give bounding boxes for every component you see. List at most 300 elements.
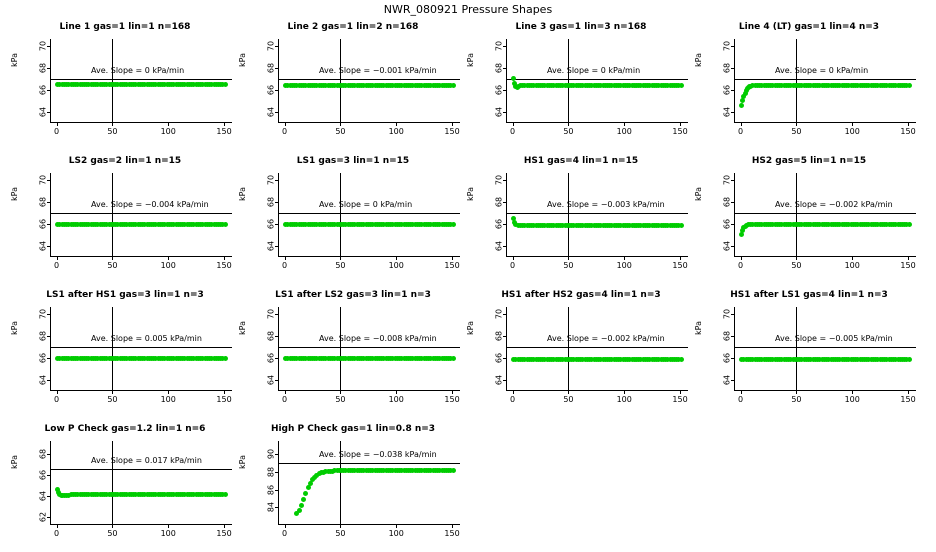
- x-tick-mark: [908, 122, 909, 126]
- data-point: [223, 356, 228, 361]
- plot-area: [494, 173, 688, 270]
- x-tick-label: 100: [388, 127, 404, 136]
- y-tick-label: 90: [266, 449, 276, 460]
- x-tick-label: 0: [738, 261, 744, 270]
- x-tick-label: 50: [335, 127, 346, 136]
- x-tick-label: 50: [791, 395, 802, 404]
- y-tick-label: 64: [722, 240, 732, 252]
- y-tick-label: 66: [722, 218, 732, 229]
- x-tick-mark: [568, 256, 569, 260]
- y-tick-label: 70: [494, 40, 504, 51]
- y-tick-mark: [503, 336, 507, 337]
- reference-hline: [279, 79, 460, 80]
- y-tick-mark: [275, 358, 279, 359]
- x-tick-mark: [852, 122, 853, 126]
- x-tick-label: 0: [54, 395, 60, 404]
- chart-panel: [692, 156, 926, 284]
- slope-annotation: Ave. Slope = 0.005 kPa/min: [91, 333, 202, 343]
- x-tick-mark: [513, 256, 514, 260]
- reference-hline: [735, 213, 916, 214]
- y-tick-label: 68: [266, 330, 276, 341]
- data-point: [303, 491, 308, 496]
- x-tick-label: 0: [738, 395, 744, 404]
- x-tick-mark: [624, 256, 625, 260]
- x-tick-label: 0: [282, 395, 288, 404]
- slope-annotation: Ave. Slope = 0 kPa/min: [775, 65, 869, 75]
- reference-hline: [735, 79, 916, 80]
- x-tick-label: 100: [844, 261, 860, 270]
- x-tick-label: 100: [844, 395, 860, 404]
- x-tick-label: 100: [160, 395, 176, 404]
- x-tick-mark: [568, 390, 569, 394]
- reference-hline: [279, 347, 460, 348]
- y-tick-label: 64: [38, 374, 48, 386]
- data-point: [907, 222, 912, 227]
- y-tick-mark: [47, 180, 51, 181]
- slope-annotation: Ave. Slope = −0.002 kPa/min: [547, 333, 665, 343]
- x-tick-mark: [285, 122, 286, 126]
- x-tick-mark: [57, 256, 58, 260]
- x-tick-label: 50: [563, 261, 574, 270]
- x-tick-label: 100: [160, 261, 176, 270]
- x-tick-label: 50: [563, 395, 574, 404]
- y-axis-label: kPa: [466, 321, 475, 335]
- y-tick-mark: [731, 112, 735, 113]
- panel-title: High P Check gas=1 lin=0.8 n=3: [270, 424, 436, 434]
- y-tick-label: 86: [266, 484, 276, 495]
- reference-vline: [340, 173, 341, 256]
- x-tick-mark: [112, 390, 113, 394]
- reference-hline: [279, 213, 460, 214]
- data-point: [739, 232, 744, 237]
- x-tick-mark: [852, 256, 853, 260]
- y-tick-label: 64: [38, 106, 48, 118]
- y-tick-label: 70: [38, 308, 48, 319]
- y-tick-label: 68: [38, 448, 48, 459]
- y-tick-mark: [731, 380, 735, 381]
- y-tick-mark: [503, 380, 507, 381]
- data-point: [223, 82, 228, 87]
- chart-panel: [692, 22, 926, 150]
- chart-panel: [464, 156, 698, 284]
- data-point: [451, 356, 456, 361]
- reference-hline: [507, 347, 688, 348]
- y-tick-mark: [47, 90, 51, 91]
- y-axis-label: kPa: [238, 455, 247, 469]
- y-axis-label: kPa: [466, 53, 475, 67]
- y-tick-label: 66: [266, 218, 276, 229]
- x-tick-mark: [112, 122, 113, 126]
- x-tick-mark: [224, 122, 225, 126]
- x-tick-mark: [340, 390, 341, 394]
- y-tick-mark: [47, 475, 51, 476]
- y-tick-label: 70: [266, 174, 276, 185]
- data-point: [223, 492, 228, 497]
- x-tick-label: 0: [282, 529, 288, 538]
- x-tick-mark: [396, 524, 397, 528]
- y-tick-mark: [503, 202, 507, 203]
- y-tick-label: 66: [38, 469, 48, 480]
- y-tick-mark: [731, 90, 735, 91]
- plot-area: [266, 441, 460, 538]
- data-point: [740, 98, 745, 103]
- x-tick-label: 0: [510, 127, 516, 136]
- chart-panel: [8, 424, 242, 552]
- y-tick-mark: [47, 517, 51, 518]
- x-tick-mark: [285, 524, 286, 528]
- x-tick-mark: [796, 390, 797, 394]
- x-tick-label: 50: [107, 529, 118, 538]
- data-point: [451, 222, 456, 227]
- slope-annotation: Ave. Slope = −0.005 kPa/min: [775, 333, 893, 343]
- y-tick-mark: [275, 46, 279, 47]
- x-tick-label: 0: [54, 261, 60, 270]
- slope-annotation: Ave. Slope = 0 kPa/min: [91, 65, 185, 75]
- y-tick-label: 70: [494, 174, 504, 185]
- x-tick-mark: [168, 256, 169, 260]
- data-point: [679, 357, 684, 362]
- x-tick-mark: [680, 390, 681, 394]
- x-tick-label: 100: [616, 261, 632, 270]
- y-tick-label: 66: [266, 84, 276, 95]
- y-tick-label: 66: [494, 352, 504, 363]
- plot-area: [38, 307, 232, 404]
- x-tick-label: 150: [900, 127, 916, 136]
- chart-panel: [236, 290, 470, 418]
- y-tick-mark: [503, 68, 507, 69]
- y-tick-mark: [503, 224, 507, 225]
- y-tick-mark: [47, 496, 51, 497]
- reference-vline: [112, 173, 113, 256]
- y-tick-label: 68: [494, 330, 504, 341]
- y-tick-mark: [275, 246, 279, 247]
- x-tick-mark: [224, 524, 225, 528]
- y-tick-label: 68: [722, 62, 732, 73]
- x-tick-label: 0: [282, 127, 288, 136]
- y-tick-label: 64: [38, 240, 48, 252]
- chart-panel: [464, 22, 698, 150]
- y-tick-mark: [503, 246, 507, 247]
- chart-panel: [236, 424, 470, 552]
- y-tick-mark: [503, 112, 507, 113]
- reference-vline: [340, 307, 341, 390]
- y-tick-label: 64: [494, 374, 504, 386]
- reference-vline: [796, 307, 797, 390]
- x-tick-label: 0: [282, 261, 288, 270]
- plot-area: [266, 307, 460, 404]
- y-tick-label: 68: [38, 330, 48, 341]
- y-tick-mark: [731, 180, 735, 181]
- plot-area: [494, 39, 688, 136]
- x-tick-mark: [168, 390, 169, 394]
- x-tick-mark: [57, 122, 58, 126]
- y-axis-label: kPa: [694, 187, 703, 201]
- data-point: [299, 503, 304, 508]
- chart-panel: [8, 22, 242, 150]
- x-tick-mark: [680, 256, 681, 260]
- y-tick-label: 62: [38, 511, 48, 522]
- y-axis-label: kPa: [10, 187, 19, 201]
- chart-panel: [692, 290, 926, 418]
- y-tick-label: 68: [38, 62, 48, 73]
- panel-title: HS1 after LS1 gas=4 lin=1 n=3: [730, 290, 888, 300]
- y-tick-label: 64: [494, 106, 504, 118]
- reference-hline: [507, 79, 688, 80]
- y-tick-mark: [275, 472, 279, 473]
- plot-area: [494, 307, 688, 404]
- y-tick-mark: [275, 490, 279, 491]
- x-tick-mark: [224, 390, 225, 394]
- plot-area: [266, 39, 460, 136]
- x-tick-label: 150: [672, 395, 688, 404]
- data-point: [297, 508, 302, 513]
- y-tick-mark: [731, 46, 735, 47]
- y-tick-mark: [731, 246, 735, 247]
- slope-annotation: Ave. Slope = −0.038 kPa/min: [319, 450, 437, 460]
- y-tick-mark: [47, 202, 51, 203]
- y-tick-label: 70: [38, 174, 48, 185]
- y-tick-label: 66: [494, 218, 504, 229]
- y-axis-label: kPa: [238, 187, 247, 201]
- x-tick-mark: [452, 256, 453, 260]
- panel-title: LS1 gas=3 lin=1 n=15: [296, 156, 410, 166]
- plot-area: [38, 173, 232, 270]
- panel-title: HS1 gas=4 lin=1 n=15: [523, 156, 639, 166]
- panel-title: LS1 after LS2 gas=3 lin=1 n=3: [275, 290, 431, 300]
- y-tick-label: 64: [494, 240, 504, 252]
- y-tick-label: 64: [266, 240, 276, 252]
- x-tick-mark: [168, 122, 169, 126]
- x-tick-mark: [285, 256, 286, 260]
- x-tick-mark: [340, 256, 341, 260]
- x-tick-label: 50: [107, 261, 118, 270]
- y-tick-label: 66: [494, 84, 504, 95]
- panel-title: HS2 gas=5 lin=1 n=15: [751, 156, 867, 166]
- y-tick-mark: [731, 358, 735, 359]
- x-tick-mark: [112, 524, 113, 528]
- y-tick-label: 70: [722, 174, 732, 185]
- y-axis-label: kPa: [10, 455, 19, 469]
- y-tick-mark: [731, 68, 735, 69]
- reference-vline: [568, 173, 569, 256]
- y-tick-label: 66: [38, 352, 48, 363]
- y-tick-mark: [47, 68, 51, 69]
- x-tick-mark: [741, 390, 742, 394]
- x-tick-mark: [285, 390, 286, 394]
- plot-area: [722, 39, 916, 136]
- plot-area: [38, 441, 232, 538]
- slope-annotation: Ave. Slope = 0 kPa/min: [547, 65, 641, 75]
- reference-hline: [279, 463, 460, 464]
- y-tick-mark: [275, 68, 279, 69]
- panel-title: LS2 gas=2 lin=1 n=15: [68, 156, 182, 166]
- reference-vline: [568, 307, 569, 390]
- y-tick-mark: [731, 336, 735, 337]
- slope-annotation: Ave. Slope = −0.008 kPa/min: [319, 333, 437, 343]
- y-tick-mark: [47, 246, 51, 247]
- reference-hline: [51, 469, 232, 470]
- panel-title: Line 1 gas=1 lin=1 n=168: [59, 22, 191, 32]
- reference-hline: [735, 347, 916, 348]
- reference-vline: [796, 39, 797, 122]
- x-tick-mark: [741, 256, 742, 260]
- y-tick-label: 66: [266, 352, 276, 363]
- chart-panel: [8, 156, 242, 284]
- panel-title: LS1 after HS1 gas=3 lin=1 n=3: [46, 290, 204, 300]
- reference-hline: [507, 213, 688, 214]
- y-tick-label: 64: [722, 374, 732, 386]
- y-tick-label: 64: [722, 106, 732, 118]
- y-tick-mark: [275, 507, 279, 508]
- slope-annotation: Ave. Slope = −0.003 kPa/min: [547, 199, 665, 209]
- y-tick-mark: [47, 46, 51, 47]
- x-tick-label: 100: [616, 395, 632, 404]
- y-tick-label: 64: [266, 374, 276, 386]
- x-tick-mark: [680, 122, 681, 126]
- y-tick-mark: [47, 224, 51, 225]
- x-tick-label: 0: [510, 395, 516, 404]
- reference-vline: [112, 307, 113, 390]
- chart-panel: [236, 22, 470, 150]
- y-tick-label: 68: [722, 330, 732, 341]
- data-point: [679, 83, 684, 88]
- x-tick-label: 50: [335, 395, 346, 404]
- y-tick-label: 66: [722, 352, 732, 363]
- y-tick-label: 68: [494, 62, 504, 73]
- x-tick-label: 100: [388, 529, 404, 538]
- x-tick-label: 50: [563, 127, 574, 136]
- y-axis-label: kPa: [694, 321, 703, 335]
- reference-vline: [112, 39, 113, 122]
- y-tick-mark: [503, 358, 507, 359]
- x-tick-label: 100: [160, 127, 176, 136]
- y-tick-label: 70: [38, 40, 48, 51]
- y-tick-mark: [503, 314, 507, 315]
- data-point: [223, 222, 228, 227]
- slope-annotation: Ave. Slope = 0 kPa/min: [319, 199, 413, 209]
- y-axis-label: kPa: [694, 53, 703, 67]
- y-tick-label: 64: [38, 490, 48, 501]
- plot-area: [722, 173, 916, 270]
- x-tick-label: 0: [54, 127, 60, 136]
- x-tick-label: 150: [216, 261, 232, 270]
- slope-annotation: Ave. Slope = −0.001 kPa/min: [319, 65, 437, 75]
- x-tick-label: 100: [388, 395, 404, 404]
- panel-title: HS1 after HS2 gas=4 lin=1 n=3: [501, 290, 661, 300]
- plot-area: [266, 173, 460, 270]
- x-tick-label: 0: [54, 529, 60, 538]
- y-tick-mark: [503, 180, 507, 181]
- panel-title: Line 2 gas=1 lin=2 n=168: [287, 22, 419, 32]
- data-point: [679, 223, 684, 228]
- x-tick-mark: [624, 122, 625, 126]
- y-tick-label: 68: [266, 62, 276, 73]
- y-tick-mark: [503, 46, 507, 47]
- data-point: [301, 497, 306, 502]
- data-point: [739, 103, 744, 108]
- y-tick-label: 70: [266, 308, 276, 319]
- y-tick-mark: [47, 112, 51, 113]
- x-tick-label: 100: [160, 529, 176, 538]
- y-tick-mark: [275, 202, 279, 203]
- y-tick-mark: [731, 314, 735, 315]
- y-tick-mark: [275, 336, 279, 337]
- x-tick-label: 150: [672, 127, 688, 136]
- x-tick-label: 50: [107, 395, 118, 404]
- y-axis-label: kPa: [238, 321, 247, 335]
- y-tick-mark: [275, 112, 279, 113]
- reference-vline: [340, 39, 341, 122]
- y-tick-label: 66: [722, 84, 732, 95]
- reference-hline: [51, 213, 232, 214]
- y-tick-label: 66: [38, 218, 48, 229]
- x-tick-mark: [796, 256, 797, 260]
- x-tick-label: 50: [335, 261, 346, 270]
- y-axis-label: kPa: [10, 321, 19, 335]
- reference-vline: [568, 39, 569, 122]
- y-tick-mark: [47, 454, 51, 455]
- y-tick-mark: [47, 314, 51, 315]
- chart-panel: [464, 290, 698, 418]
- x-tick-label: 50: [335, 529, 346, 538]
- x-tick-label: 150: [444, 395, 460, 404]
- x-tick-mark: [568, 122, 569, 126]
- y-tick-mark: [731, 224, 735, 225]
- x-tick-label: 0: [738, 127, 744, 136]
- chart-panel: [8, 290, 242, 418]
- x-tick-label: 150: [672, 261, 688, 270]
- y-tick-mark: [275, 454, 279, 455]
- y-tick-mark: [275, 224, 279, 225]
- x-tick-label: 50: [107, 127, 118, 136]
- plot-area: [38, 39, 232, 136]
- y-tick-mark: [275, 380, 279, 381]
- chart-panel: [236, 156, 470, 284]
- reference-hline: [51, 347, 232, 348]
- x-tick-mark: [513, 390, 514, 394]
- y-tick-mark: [47, 336, 51, 337]
- x-tick-label: 50: [791, 127, 802, 136]
- x-tick-mark: [513, 122, 514, 126]
- x-tick-mark: [340, 524, 341, 528]
- y-tick-label: 70: [722, 308, 732, 319]
- x-tick-mark: [741, 122, 742, 126]
- slope-annotation: Ave. Slope = 0.017 kPa/min: [91, 456, 202, 466]
- reference-vline: [112, 441, 113, 524]
- x-tick-mark: [624, 390, 625, 394]
- figure-title: NWR_080921 Pressure Shapes: [383, 3, 553, 16]
- y-tick-label: 66: [38, 84, 48, 95]
- data-point: [451, 83, 456, 88]
- x-tick-mark: [57, 390, 58, 394]
- y-tick-label: 88: [266, 466, 276, 478]
- reference-vline: [796, 173, 797, 256]
- y-tick-label: 70: [722, 40, 732, 51]
- y-tick-label: 68: [38, 196, 48, 207]
- x-tick-label: 150: [216, 395, 232, 404]
- x-tick-mark: [452, 390, 453, 394]
- x-tick-label: 100: [616, 127, 632, 136]
- y-tick-label: 68: [266, 196, 276, 207]
- y-tick-mark: [731, 202, 735, 203]
- x-tick-label: 150: [216, 529, 232, 538]
- x-tick-mark: [224, 256, 225, 260]
- x-tick-label: 100: [388, 261, 404, 270]
- slope-annotation: Ave. Slope = −0.004 kPa/min: [91, 199, 209, 209]
- data-point: [907, 83, 912, 88]
- y-tick-label: 84: [266, 502, 276, 513]
- x-tick-mark: [112, 256, 113, 260]
